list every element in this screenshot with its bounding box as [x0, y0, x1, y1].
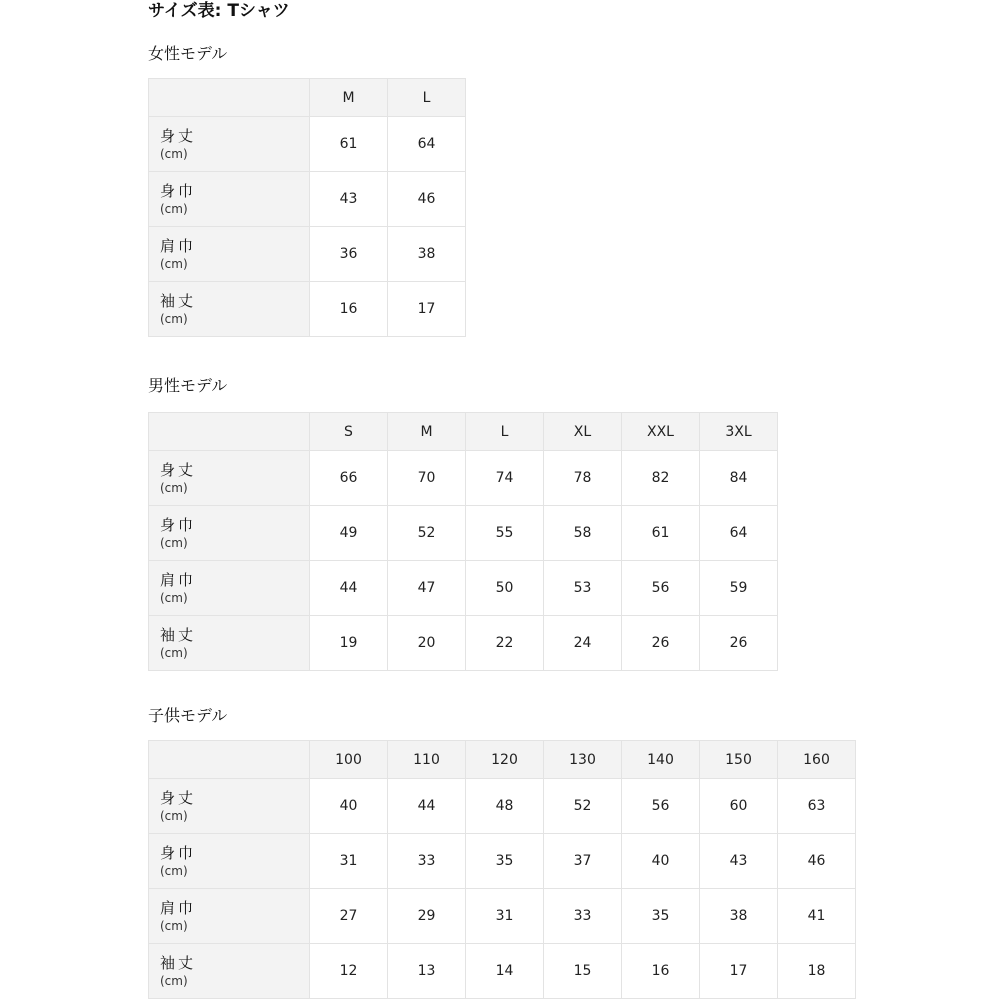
measurement-unit: (cm)	[160, 864, 188, 878]
measurement-value-cell: 78	[544, 451, 622, 506]
section-title-kids: 子供モデル	[148, 706, 228, 725]
measurement-value-cell: 49	[310, 506, 388, 561]
measurement-value-cell: 44	[310, 561, 388, 616]
measurement-value-cell: 56	[622, 779, 700, 834]
size-header-cell: 3XL	[700, 413, 778, 451]
measurement-value-cell: 13	[388, 944, 466, 999]
measurement-unit: (cm)	[160, 257, 188, 271]
measurement-label: 袖丈	[160, 954, 197, 972]
size-header-row	[149, 741, 856, 779]
measurement-label: 身丈	[160, 127, 197, 145]
measurement-unit: (cm)	[160, 919, 188, 933]
measurement-value-cell: 37	[544, 834, 622, 889]
measurement-value-cell: 16	[310, 282, 388, 337]
size-header-cell: 150	[700, 741, 778, 779]
measurement-unit: (cm)	[160, 481, 188, 495]
measurement-value-cell: 60	[700, 779, 778, 834]
measurement-value-cell: 17	[388, 282, 466, 337]
measurement-value-cell: 17	[700, 944, 778, 999]
size-table-men	[148, 412, 778, 671]
measurement-value-cell: 18	[778, 944, 856, 999]
measurement-value-cell: 33	[388, 834, 466, 889]
measurement-row	[149, 282, 466, 337]
measurement-value-cell: 36	[310, 227, 388, 282]
measurement-value-cell: 33	[544, 889, 622, 944]
size-header-cell: 160	[778, 741, 856, 779]
measurement-label-cell	[149, 227, 310, 282]
measurement-value-cell: 66	[310, 451, 388, 506]
measurement-label-cell	[149, 172, 310, 227]
size-header-cell: L	[388, 79, 466, 117]
measurement-value-cell: 82	[622, 451, 700, 506]
measurement-label: 肩巾	[160, 571, 197, 589]
measurement-value-cell: 70	[388, 451, 466, 506]
measurement-row	[149, 889, 856, 944]
measurement-label-cell	[149, 506, 310, 561]
measurement-value-cell: 41	[778, 889, 856, 944]
measurement-row	[149, 227, 466, 282]
header-corner-cell	[149, 413, 310, 451]
size-header-cell: 130	[544, 741, 622, 779]
section-title-men: 男性モデル	[148, 376, 228, 395]
measurement-row	[149, 834, 856, 889]
measurement-unit: (cm)	[160, 202, 188, 216]
size-header-cell: XXL	[622, 413, 700, 451]
measurement-value-cell: 16	[622, 944, 700, 999]
measurement-row	[149, 451, 778, 506]
measurement-value-cell: 50	[466, 561, 544, 616]
measurement-row	[149, 779, 856, 834]
measurement-label: 身丈	[160, 461, 197, 479]
measurement-value-cell: 52	[388, 506, 466, 561]
measurement-value-cell: 47	[388, 561, 466, 616]
size-header-cell: L	[466, 413, 544, 451]
page-title: サイズ表: Tシャツ	[148, 1, 290, 21]
measurement-value-cell: 31	[466, 889, 544, 944]
measurement-value-cell: 27	[310, 889, 388, 944]
size-header-cell: M	[310, 79, 388, 117]
measurement-label: 袖丈	[160, 626, 197, 644]
measurement-value-cell: 43	[310, 172, 388, 227]
measurement-label: 肩巾	[160, 899, 197, 917]
section-title-women: 女性モデル	[148, 44, 228, 63]
measurement-row	[149, 117, 466, 172]
measurement-value-cell: 52	[544, 779, 622, 834]
measurement-label: 袖丈	[160, 292, 197, 310]
measurement-label-cell	[149, 834, 310, 889]
measurement-row	[149, 172, 466, 227]
measurement-label-cell	[149, 779, 310, 834]
measurement-row	[149, 561, 778, 616]
measurement-value-cell: 84	[700, 451, 778, 506]
measurement-value-cell: 58	[544, 506, 622, 561]
measurement-value-cell: 20	[388, 616, 466, 671]
measurement-label-cell	[149, 889, 310, 944]
measurement-value-cell: 44	[388, 779, 466, 834]
measurement-unit: (cm)	[160, 536, 188, 550]
measurement-value-cell: 35	[622, 889, 700, 944]
measurement-value-cell: 40	[310, 779, 388, 834]
measurement-value-cell: 64	[700, 506, 778, 561]
measurement-label: 身丈	[160, 789, 197, 807]
measurement-value-cell: 22	[466, 616, 544, 671]
measurement-value-cell: 48	[466, 779, 544, 834]
measurement-value-cell: 53	[544, 561, 622, 616]
measurement-value-cell: 29	[388, 889, 466, 944]
size-table-women	[148, 78, 466, 337]
size-header-row	[149, 413, 778, 451]
measurement-label-cell	[149, 561, 310, 616]
size-header-cell: 120	[466, 741, 544, 779]
measurement-value-cell: 12	[310, 944, 388, 999]
measurement-value-cell: 56	[622, 561, 700, 616]
measurement-unit: (cm)	[160, 312, 188, 326]
measurement-label: 身巾	[160, 844, 197, 862]
size-header-cell: 110	[388, 741, 466, 779]
measurement-row	[149, 616, 778, 671]
measurement-value-cell: 35	[466, 834, 544, 889]
measurement-unit: (cm)	[160, 974, 188, 988]
measurement-value-cell: 24	[544, 616, 622, 671]
size-header-cell: M	[388, 413, 466, 451]
size-header-cell: 140	[622, 741, 700, 779]
measurement-value-cell: 63	[778, 779, 856, 834]
measurement-value-cell: 26	[700, 616, 778, 671]
measurement-label: 身巾	[160, 182, 197, 200]
measurement-label-cell	[149, 282, 310, 337]
measurement-label: 肩巾	[160, 237, 197, 255]
measurement-label-cell	[149, 117, 310, 172]
measurement-value-cell: 14	[466, 944, 544, 999]
measurement-value-cell: 61	[310, 117, 388, 172]
header-corner-cell	[149, 79, 310, 117]
measurement-value-cell: 55	[466, 506, 544, 561]
measurement-value-cell: 74	[466, 451, 544, 506]
measurement-label-cell	[149, 616, 310, 671]
size-header-row	[149, 79, 466, 117]
measurement-value-cell: 40	[622, 834, 700, 889]
size-header-cell: 100	[310, 741, 388, 779]
size-header-cell: S	[310, 413, 388, 451]
measurement-value-cell: 61	[622, 506, 700, 561]
measurement-label-cell	[149, 451, 310, 506]
measurement-value-cell: 46	[388, 172, 466, 227]
header-corner-cell	[149, 741, 310, 779]
measurement-label-cell	[149, 944, 310, 999]
measurement-unit: (cm)	[160, 809, 188, 823]
measurement-value-cell: 26	[622, 616, 700, 671]
measurement-value-cell: 59	[700, 561, 778, 616]
measurement-value-cell: 38	[388, 227, 466, 282]
measurement-value-cell: 38	[700, 889, 778, 944]
measurement-value-cell: 19	[310, 616, 388, 671]
size-table-kids	[148, 740, 856, 999]
measurement-unit: (cm)	[160, 646, 188, 660]
measurement-row	[149, 944, 856, 999]
measurement-value-cell: 46	[778, 834, 856, 889]
measurement-value-cell: 43	[700, 834, 778, 889]
measurement-unit: (cm)	[160, 147, 188, 161]
size-header-cell: XL	[544, 413, 622, 451]
measurement-unit: (cm)	[160, 591, 188, 605]
measurement-value-cell: 15	[544, 944, 622, 999]
measurement-value-cell: 64	[388, 117, 466, 172]
measurement-value-cell: 31	[310, 834, 388, 889]
measurement-row	[149, 506, 778, 561]
measurement-label: 身巾	[160, 516, 197, 534]
